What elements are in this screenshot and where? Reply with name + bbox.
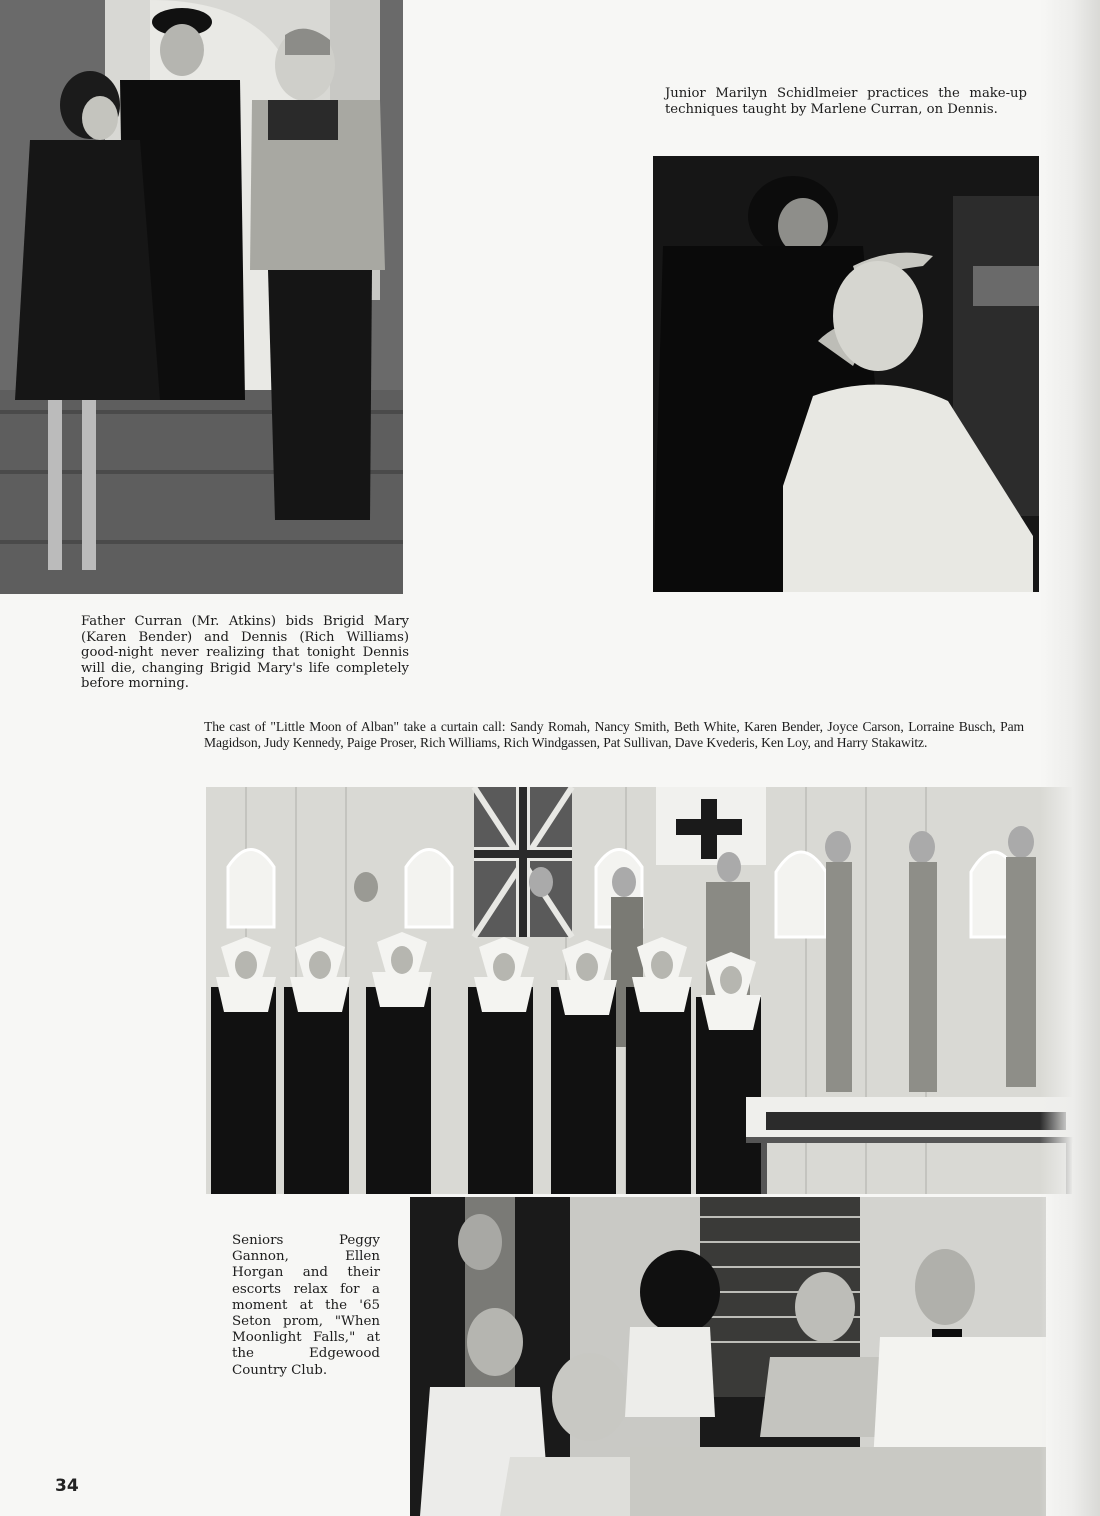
caption-makeup: Junior Marilyn Schidlmeier practices the make-up techniques taught by Marlene Curran, on Dennis.	[665, 86, 1027, 117]
photo-makeup	[653, 156, 1039, 592]
photo-prom	[410, 1197, 1046, 1516]
photo-stage-scene	[0, 0, 403, 594]
caption-father-curran: Father Curran (Mr. Atkins) bids Brigid Mary (Karen Bender) and Dennis (Rich Williams) good-night never realizing that tonight Dennis will die, changing Brigid Mary's life completely before morning.	[81, 614, 409, 692]
page-gutter-shadow	[1040, 0, 1100, 1516]
stage-scene-illustration	[0, 0, 403, 594]
cast-illustration	[206, 787, 1100, 1194]
prom-illustration	[410, 1197, 1046, 1516]
caption-prom: Seniors Peggy Gannon, Ellen Horgan and their escorts relax for a moment at the '65 Seton prom, "When Moonlight Falls," at the Edgewood Country Club.	[232, 1233, 380, 1378]
page-number: 34	[55, 1476, 79, 1496]
makeup-illustration	[653, 156, 1039, 592]
photo-cast-curtain-call	[206, 787, 1100, 1194]
caption-cast-curtain-call: The cast of "Little Moon of Alban" take a curtain call: Sandy Romah, Nancy Smith, Beth White, Karen Bender, Joyce Carson, Lorraine Busch, Pam Magidson, Judy Kennedy, Paige Proser, Rich Williams, Rich Windgassen, Pat Sullivan, Dave Kvederis, Ken Loy, and Harry Stakawitz.	[204, 719, 1024, 750]
